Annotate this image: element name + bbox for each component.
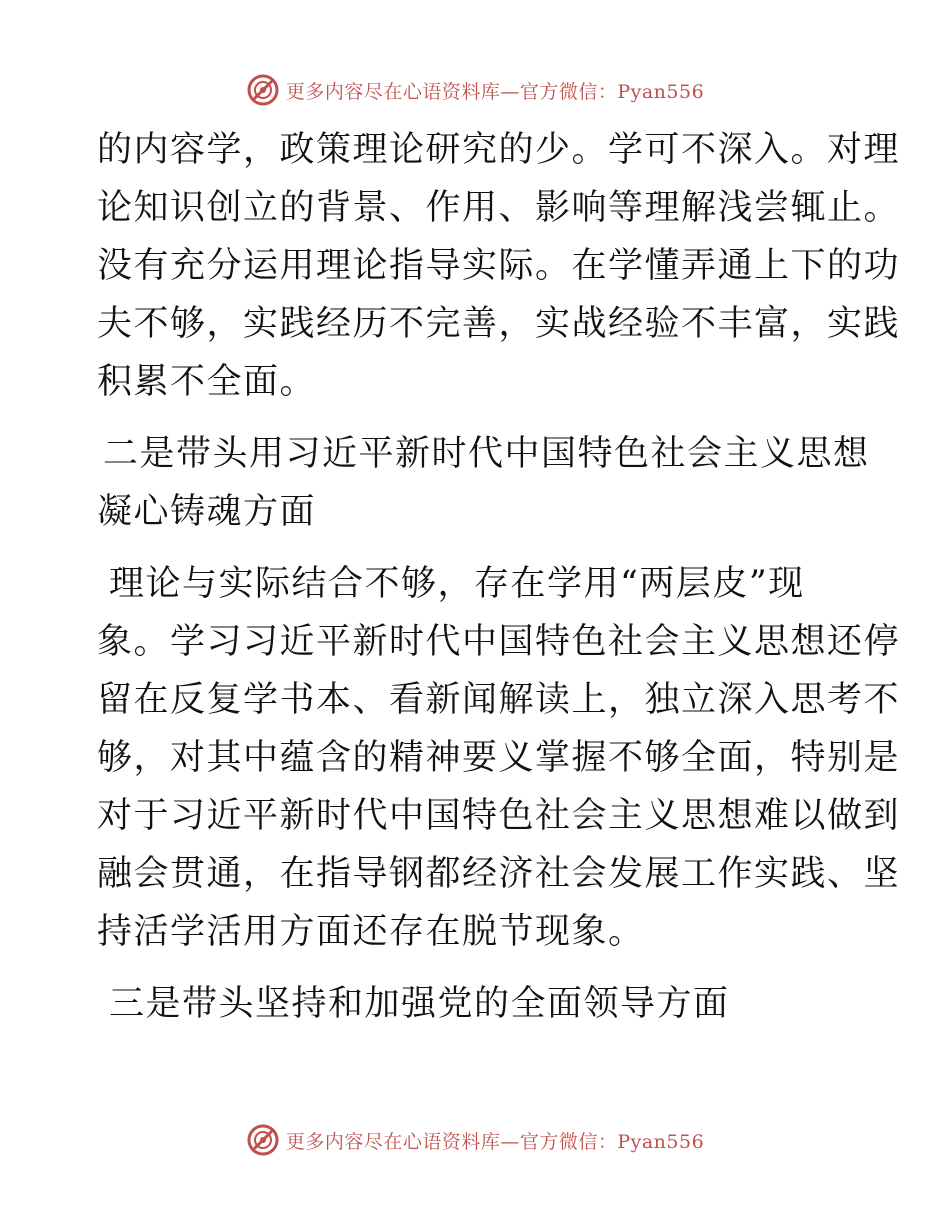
header-banner	[0, 70, 950, 110]
text-line: 的内容学，政策理论研究的少。学可不深入。对理	[97, 130, 901, 170]
stamp-logo-icon	[246, 1123, 280, 1157]
heading-line: 三是带头坚持和加强党的全面领导方面	[109, 984, 730, 1024]
text-line: 象。学习习近平新时代中国特色社会主义思想还停	[97, 622, 901, 662]
footer-banner	[0, 1120, 950, 1160]
text-line: 夫不够，实践经历不完善，实战经验不丰富，实践	[97, 304, 901, 344]
document-body	[97, 121, 901, 1033]
text-line: 够，对其中蕴含的精神要义掌握不够全面，特别是	[97, 738, 901, 778]
text-line: 留在反复学书本、看新闻解读上，独立深入思考不	[97, 680, 901, 720]
text-line: 对于习近平新时代中国特色社会主义思想难以做到	[97, 796, 901, 836]
text-line: 积累不全面。	[97, 362, 317, 402]
section-heading-3	[97, 975, 857, 1033]
text-line: 论知识创立的背景、作用、影响等理解浅尝辄止。	[97, 188, 901, 228]
text-line: 理论与实际结合不够，存在学用“两层皮”现	[109, 564, 805, 604]
heading-line: 二是带头用习近平新时代中国特色社会主义思想	[103, 434, 870, 474]
section-heading-2	[97, 425, 870, 541]
heading-line: 凝心铸魂方面	[97, 492, 317, 532]
header-banner-text: 更多内容尽在心语资料库—官方微信：Pyan556	[285, 80, 705, 103]
text-line: 没有充分运用理论指导实际。在学懂弄通上下的功	[97, 246, 901, 286]
stamp-logo-icon	[246, 73, 280, 107]
footer-banner-text: 更多内容尽在心语资料库—官方微信：Pyan556	[285, 1130, 705, 1153]
paragraph-1	[97, 121, 901, 411]
paragraph-2	[97, 555, 901, 961]
text-line: 持活学活用方面还存在脱节现象。	[97, 912, 645, 952]
text-line: 融会贯通，在指导钢都经济社会发展工作实践、坚	[97, 854, 901, 894]
